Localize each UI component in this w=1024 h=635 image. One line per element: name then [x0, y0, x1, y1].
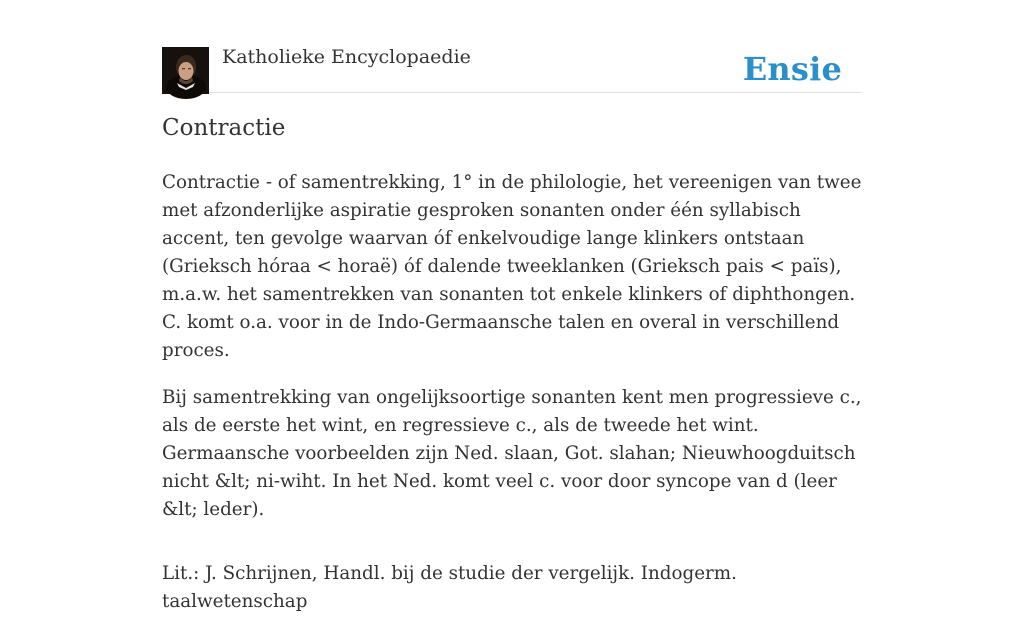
article-paragraph: Lit.: J. Schrijnen, Handl. bij de studie der vergelijk. Indogerm. taalwetenschap: [162, 563, 737, 612]
article-title: Contractie: [162, 115, 286, 141]
header: [162, 0, 862, 93]
page-container: [162, 0, 862, 612]
article-paragraph: Contractie - of samentrekking, 1° in de philologie, het vereenigen van twee met afzonderlijke aspiratie gesproken sonanten onder één syllabisch accent, ten gevolge waarvan óf enkelvoudige lange klinkers ontstaan (Grieksch hóraa < horaë) óf dalende tweeklanken (Grieksch pais < païs), m.a.w. het samentrekken van sonanten tot enkele klinkers of diphthongen. C. komt o.a. voor in de Indo-Germaansche talen en overal in verschillend proces.: [162, 172, 862, 361]
article-paragraph: Bij samentrekking van ongelijksoortige sonanten kent men progressieve c., als de eerste het wint, en regressieve c., als de tweede het wint. Germaansche voorbeelden zijn Ned. slaan, Got. slahan; Nieuwhoogduitsch nicht &lt; ni-wiht. In het Ned. komt veel c. voor door syncope van d (leer &lt; leder).: [162, 387, 862, 520]
brand-logo[interactable]: Ensie: [742, 50, 842, 88]
source-name[interactable]: Katholieke Encyclopaedie: [222, 46, 471, 68]
article-body: [162, 169, 862, 635]
portrait-avatar-icon[interactable]: [162, 47, 209, 94]
